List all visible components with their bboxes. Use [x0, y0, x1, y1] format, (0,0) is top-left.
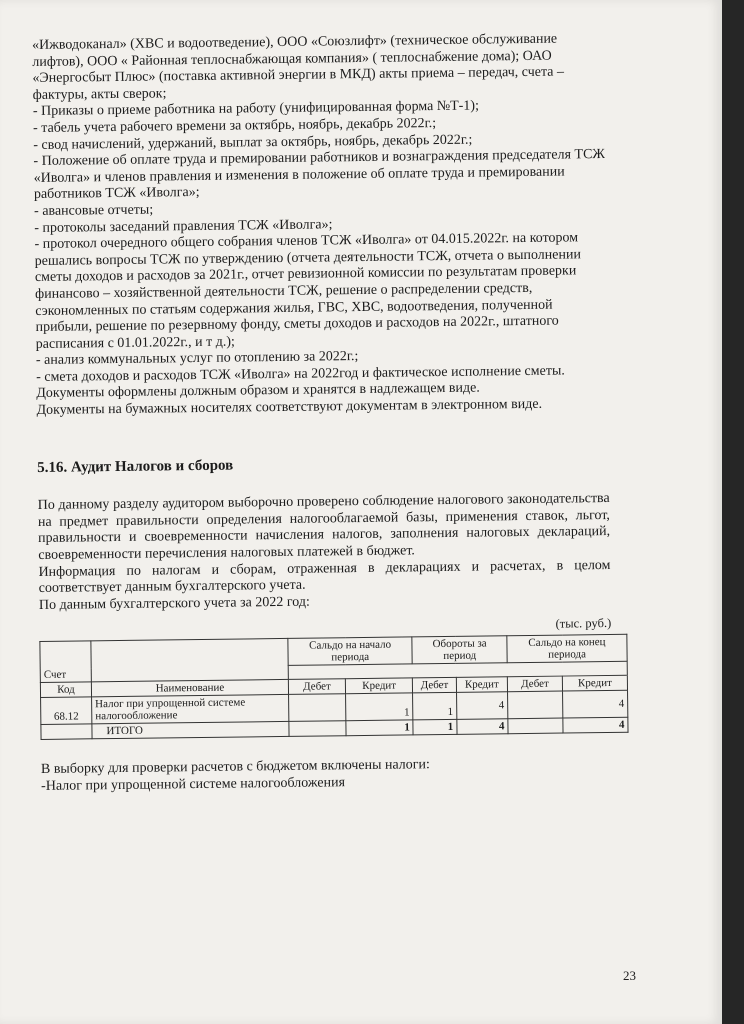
- header-opening-balance: Сальдо на начало периода: [288, 637, 413, 666]
- header-account: Счет: [40, 641, 91, 683]
- cell-total-turn-debit: 1: [413, 719, 457, 735]
- list-item: - свод начислений, удержаний, выплат за октябрь, ноябрь, декабрь 2022г.;: [33, 132, 473, 153]
- cell-close-credit: 4: [563, 690, 628, 718]
- header-open-credit: Кредит: [345, 678, 412, 694]
- sample-intro: В выборку для проверки расчетов с бюджетом включены налоги:: [40, 757, 430, 777]
- header-turnover: Обороты за период: [412, 636, 507, 664]
- header-name-spacer: [91, 638, 288, 681]
- header-turn-debit: Дебет: [413, 677, 457, 693]
- section-paragraph: По данному разделу аудитором выборочно проверено соблюдение налогового законодательства на предмет правильности определения налогооблагаемой базы, применения ставок, льгот, правильности и своевременности начисления налогов, заполнения налоговых деклараций, своевременности перечисления налоговых платежей в бюджет.: [37, 491, 611, 563]
- cell-total-code: [41, 724, 92, 740]
- cell-total-open-credit: 1: [346, 720, 413, 736]
- cell-turn-debit: 1: [413, 692, 457, 720]
- list-item: - смета доходов и расходов ТСЖ «Иволга» на 2022год и фактическое исполнение сметы.: [36, 363, 565, 385]
- header-turn-credit: Кредит: [456, 677, 507, 693]
- section-paragraph: По данным бухгалтерского учета за 2022 год:: [38, 594, 310, 613]
- list-item: - Положение об оплате труда и премировании работников и вознаграждения председателя ТСЖ «Иволга» и членов правления и изменения в положение об оплате труда и премировании работников ТСЖ «Иволга»;: [33, 147, 606, 203]
- list-item: - Приказы о приеме работника на работу (унифицированная форма №Т-1);: [32, 98, 480, 120]
- sample-item: -Налог при упрощенной системе налогообложения: [41, 774, 346, 794]
- tax-table: [39, 634, 628, 740]
- list-item: - протокол очередного общего собрания членов ТСЖ «Иволга» от 04.015.2022г. на котором решались вопросы ТСЖ по утверждению (отчета деятельности ТСЖ, отчета о выполнении сметы доходов и расходов за 2021г., отчет ревизионной комиссии по результатам проверки финансово – хозяйственной деятельности ТСЖ, решение о распределении средств, сэкономленных по статьям содержания жилья, ГВС, ХВС, водоотведения, полученной прибыли, решение по резервному фонду, сметы доходов и расходов на 2022г., штатного расписания с 01.01.2022г., и т д.);: [34, 230, 582, 352]
- list-item: - анализ коммунальных услуг по отоплению за 2022г.;: [35, 349, 359, 369]
- section-paragraph: Информация по налогам и сборам, отраженная в декларациях и расчетах, в целом соответствует данным бухгалтерского учета.: [38, 557, 611, 597]
- cell-total-turn-credit: 4: [457, 719, 508, 735]
- header-close-credit: Кредит: [562, 675, 627, 691]
- intro-paragraph: «Ижводоканал» (ХВС и водоотведение), ООО «Союзлифт» (техническое обслуживание лифтов), ООО « Районная теплоснабжающая компания» ( теплоснабжение дома); ОАО «Энергосбыт Плюс» (поставка активной энергии в МКД) акты приема – передач, счета – фактуры, акты сверок;: [32, 31, 565, 103]
- list-item: - протоколы заседаний правления ТСЖ «Иволга»;: [34, 216, 333, 236]
- cell-close-debit: [508, 691, 563, 719]
- header-open-debit: Дебет: [288, 679, 345, 695]
- list-item: - авансовые отчеты;: [34, 202, 154, 219]
- cell-total-label: ИТОГО: [92, 721, 289, 738]
- header-code: Код: [40, 682, 91, 698]
- page-content: [32, 31, 625, 795]
- documents-list: [33, 97, 608, 386]
- page-number: 23: [623, 968, 636, 983]
- cell-total-open-debit: [289, 721, 346, 737]
- cell-code: 68.12: [41, 697, 92, 725]
- closing-line: Документы на бумажных носителях соответствуют документам в электронном виде.: [36, 396, 543, 419]
- cell-open-debit: [289, 694, 346, 722]
- header-close-debit: Дебет: [507, 676, 562, 692]
- scan-edge: [722, 0, 744, 1024]
- cell-name: Налог при упрощенной системе налогообложение: [92, 694, 289, 723]
- section-heading: 5.16. Аудит Налогов и сборов: [37, 457, 234, 476]
- cell-turn-credit: 4: [456, 692, 508, 720]
- cell-open-credit: 1: [346, 693, 414, 721]
- cell-total-close-debit: [508, 718, 563, 734]
- list-item: - табель учета рабочего времени за октябрь, ноябрь, декабрь 2022г.;: [33, 116, 437, 136]
- header-closing-balance: Сальдо на конец периода: [507, 634, 627, 662]
- header-name: Наименование: [91, 679, 288, 696]
- closing-line: Документы оформлены должным образом и хранятся в надлежащем виде.: [36, 381, 480, 402]
- units-label: (тыс. руб.): [555, 616, 612, 632]
- cell-total-close-credit: 4: [563, 717, 628, 733]
